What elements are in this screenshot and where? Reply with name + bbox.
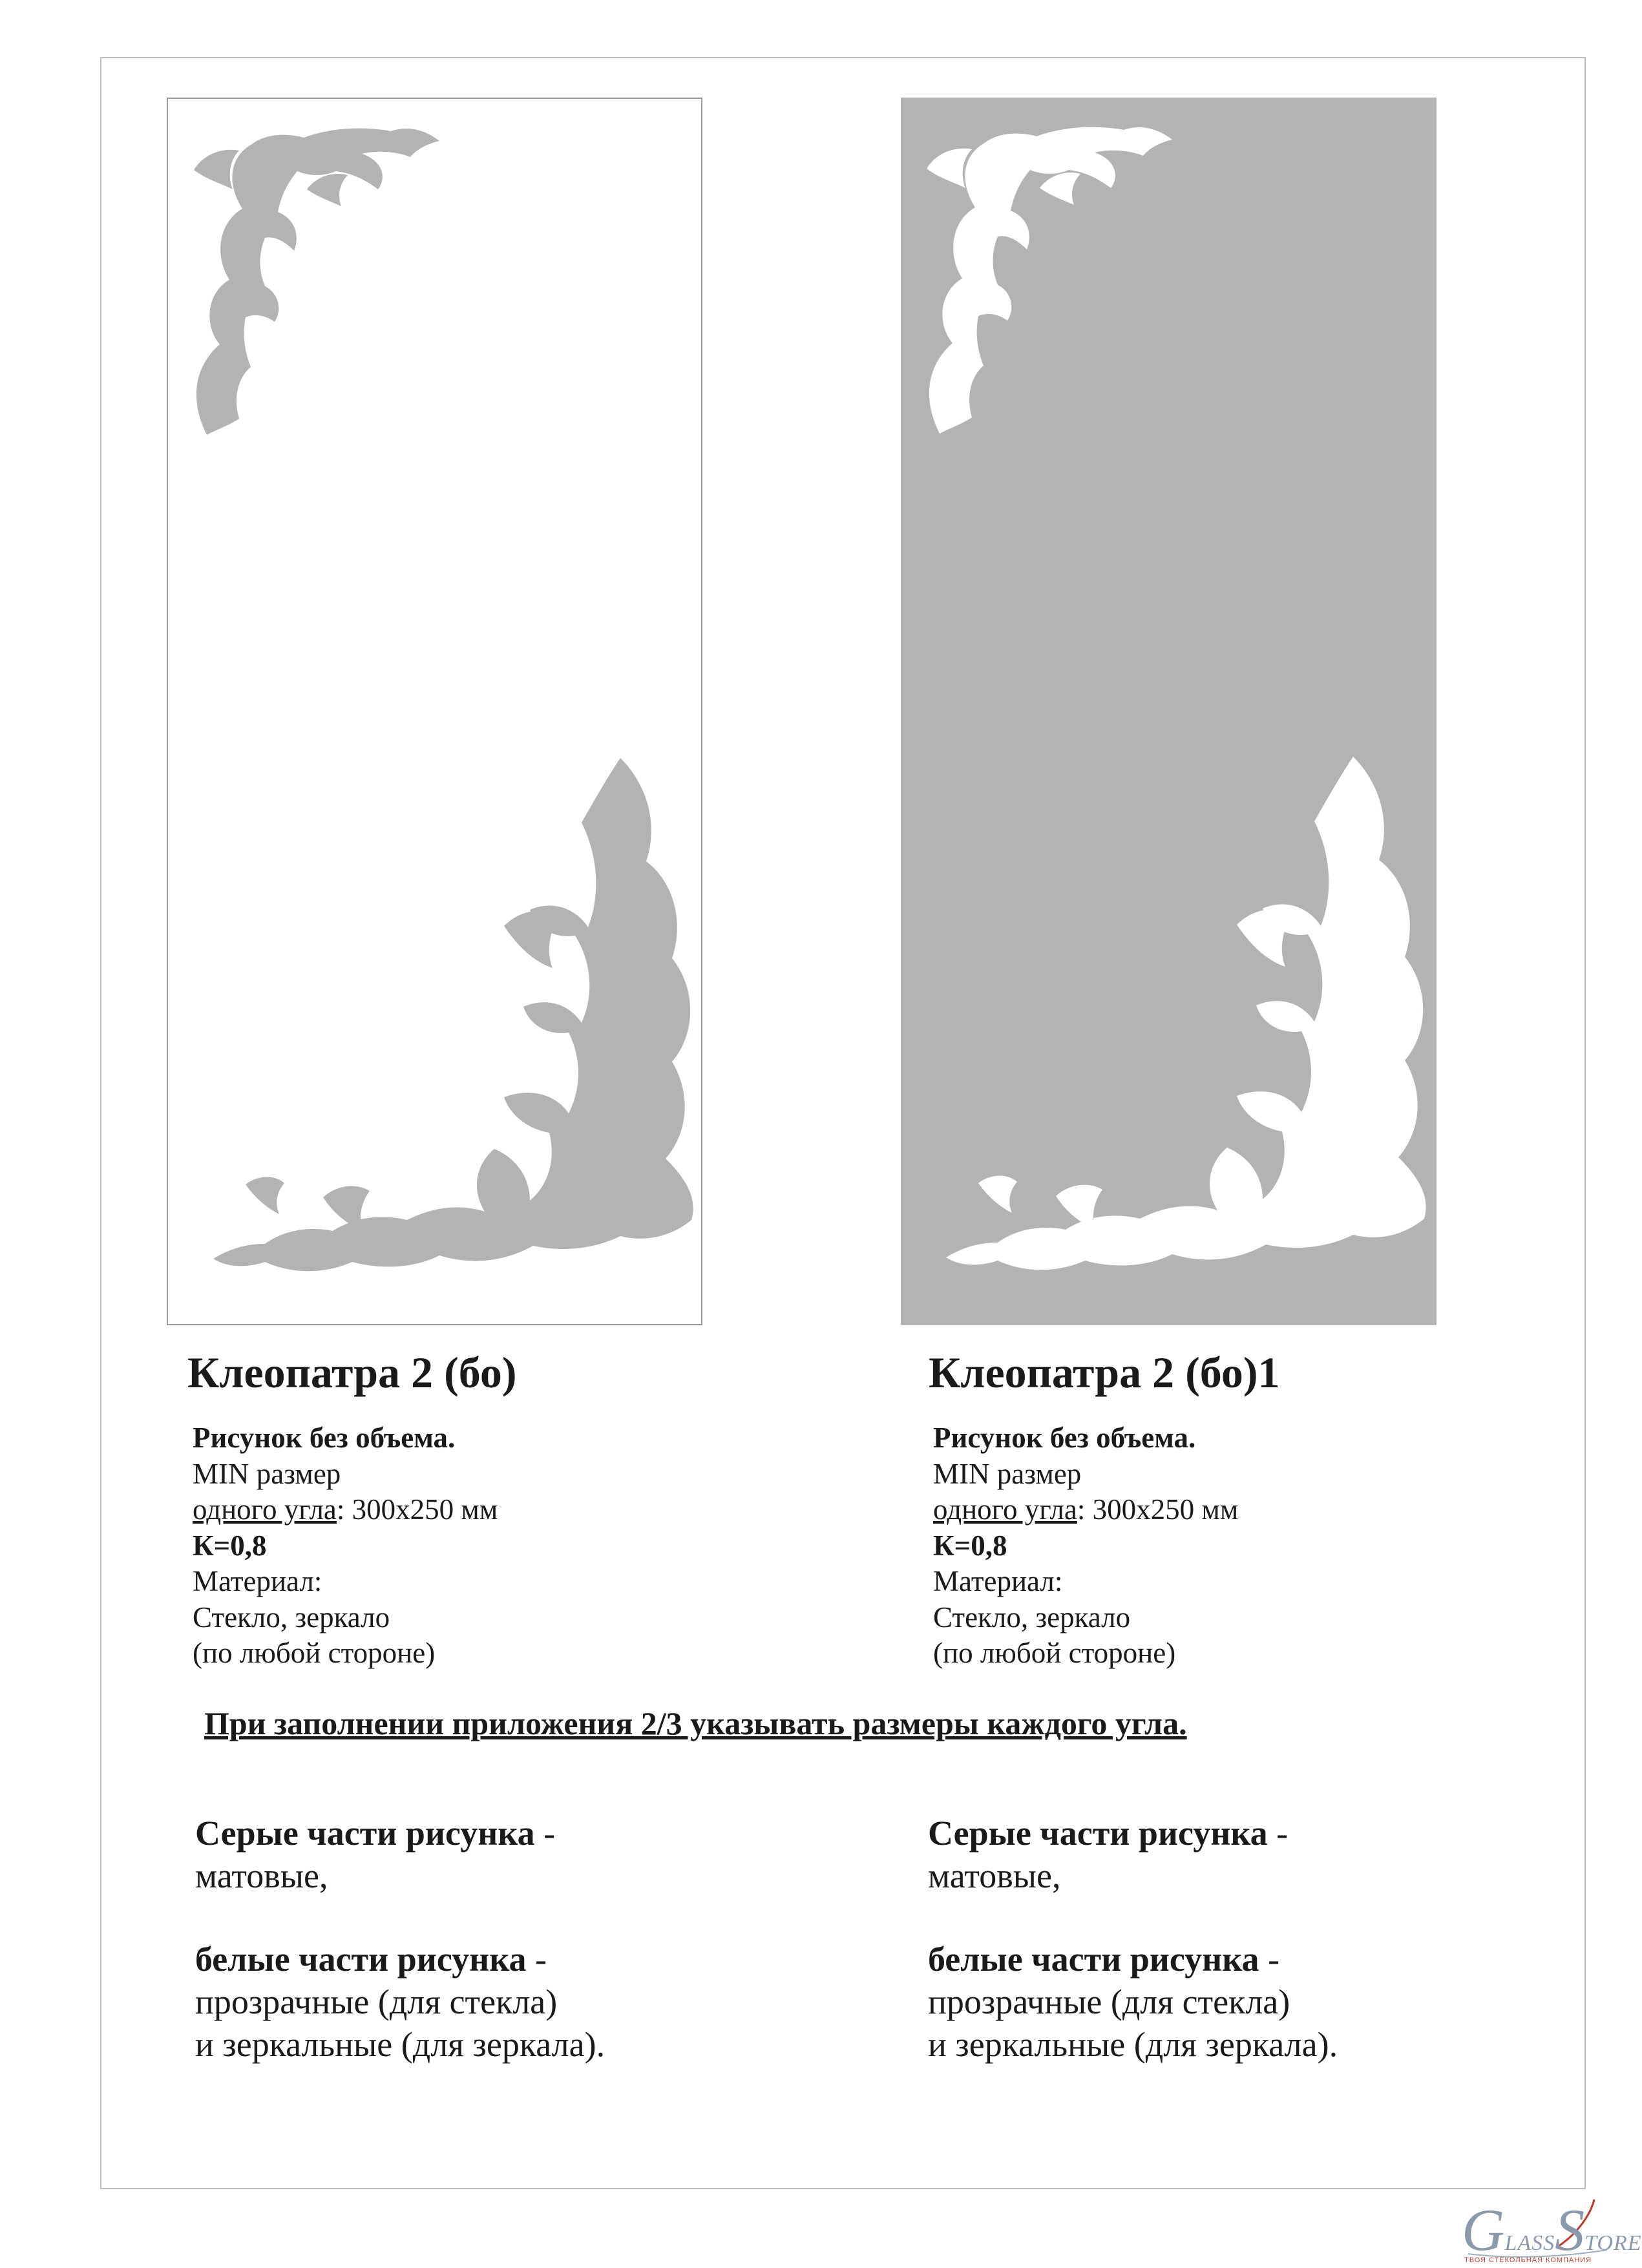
legend-white <box>195 1938 605 1980</box>
logo-wordmark <box>1462 2196 1642 2264</box>
legend-gray-title: Серые части рисунка <box>195 1814 535 1853</box>
fill-in-note: При заполнении приложения 2/3 указывать размеры каждого угла. <box>204 1705 1187 1741</box>
corner-ornament-bottom-right <box>946 757 1426 1270</box>
design-title-left: Клеопатра 2 (бо) <box>187 1348 517 1397</box>
legend-gray-title: Серые части рисунка <box>928 1814 1268 1853</box>
spec-side: (по любой стороне) <box>193 1637 436 1669</box>
spec-corner-value: : 300х250 мм <box>1077 1493 1239 1526</box>
logo-lass: LASS <box>1504 2231 1555 2255</box>
legend-white-glass: прозрачные (для стекла) <box>928 1982 1290 2021</box>
ornament-clear <box>168 99 704 1327</box>
spec-side: (по любой стороне) <box>933 1637 1176 1669</box>
spec-coefficient: К=0,8 <box>193 1529 267 1562</box>
legend-white <box>928 1938 1338 1980</box>
spec-min-size-label: MIN размер <box>193 1457 341 1490</box>
spec-corner-label: одного угла <box>933 1493 1077 1526</box>
corner-ornament-bottom-right <box>213 758 693 1271</box>
spec-material-label: Материал: <box>193 1565 322 1597</box>
legend-gray-desc: матовые, <box>928 1856 1061 1895</box>
legend-gray-dash: - <box>534 1814 556 1853</box>
design-spec-right <box>933 1420 1238 1672</box>
spec-material-value: Стекло, зеркало <box>193 1601 390 1633</box>
spec-relief: Рисунок без объема. <box>933 1422 1196 1454</box>
logo-letter-g: G <box>1462 2197 1505 2263</box>
spec-corner-value: : 300х250 мм <box>336 1493 498 1526</box>
logo-tore: TORE <box>1584 2231 1642 2255</box>
spec-coefficient: К=0,8 <box>933 1529 1007 1562</box>
logo-letter-s: S <box>1555 2197 1585 2263</box>
spec-corner-size <box>933 1492 1238 1528</box>
spec-min-size-label: MIN размер <box>933 1457 1082 1490</box>
legend-gray-dash: - <box>1267 1814 1289 1853</box>
spec-material-value: Стекло, зеркало <box>933 1601 1131 1633</box>
corner-ornament-top-left <box>194 129 439 435</box>
spec-corner-label: одного угла <box>193 1493 337 1526</box>
legend-gray <box>195 1812 605 1854</box>
legend-white-mirror: и зеркальные (для зеркала). <box>928 2025 1338 2064</box>
legend-white-glass: прозрачные (для стекла) <box>195 1982 558 2021</box>
logo-tagline: ТВОЯ СТЕКОЛЬНАЯ КОМПАНИЯ <box>1464 2256 1592 2264</box>
legend-white-dash: - <box>1259 1940 1280 1979</box>
glass-store-logo <box>1462 2194 1642 2267</box>
ornament-mirror <box>901 98 1437 1325</box>
design-panel-clear <box>167 98 702 1325</box>
legend-gray <box>928 1812 1338 1854</box>
legend-white-title: белые части рисунка <box>195 1940 527 1979</box>
color-legend-left <box>195 1812 605 2066</box>
corner-ornament-top-left <box>927 127 1172 434</box>
spec-relief: Рисунок без объема. <box>193 1422 456 1454</box>
legend-white-mirror: и зеркальные (для зеркала). <box>195 2025 605 2064</box>
design-title-right: Клеопатра 2 (бо)1 <box>929 1348 1280 1397</box>
spec-material-label: Материал: <box>933 1565 1063 1597</box>
legend-white-dash: - <box>526 1940 547 1979</box>
legend-white-title: белые части рисунка <box>928 1940 1259 1979</box>
design-panel-mirror <box>901 98 1437 1325</box>
legend-gray-desc: матовые, <box>195 1856 328 1895</box>
design-spec-left <box>193 1420 498 1672</box>
color-legend-right <box>928 1812 1338 2066</box>
spec-corner-size <box>193 1492 498 1528</box>
